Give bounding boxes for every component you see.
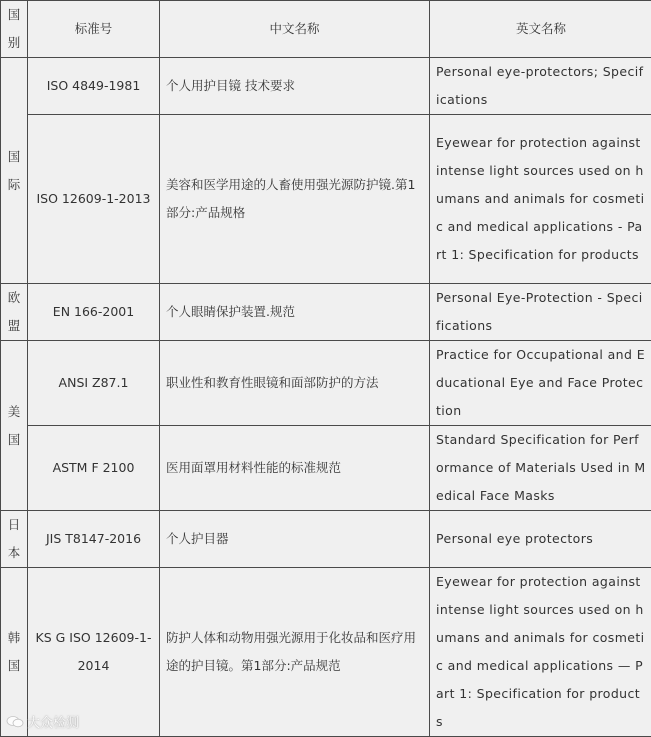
standard-number-cell: KS G ISO 12609-1-2014 xyxy=(28,568,160,737)
table-row xyxy=(1,284,651,341)
chinese-name-cell: 个人眼睛保护装置.规范 xyxy=(160,284,430,341)
header-standard-number: 标准号 xyxy=(28,1,160,58)
table-row xyxy=(1,568,651,737)
table-row xyxy=(1,511,651,568)
chinese-name-cell: 个人用护目镜 技术要求 xyxy=(160,58,430,115)
country-cell-jp: 日本 xyxy=(1,511,28,568)
standard-number-cell: ASTM F 2100 xyxy=(28,426,160,511)
header-country: 国别 xyxy=(1,1,28,58)
english-name-cell: Personal Eye-Protection - Specifications xyxy=(430,284,651,341)
table-header-row xyxy=(1,1,651,58)
table-row xyxy=(1,115,651,284)
country-cell-intl: 国际 xyxy=(1,58,28,284)
table-row xyxy=(1,341,651,426)
english-name-cell: Eyewear for protection against intense light sources used on humans and animals for cosmetic and medical applications — Part 1: Specification for products xyxy=(430,568,651,737)
header-english-name: 英文名称 xyxy=(430,1,651,58)
country-cell-kr: 韩国 xyxy=(1,568,28,737)
chinese-name-cell: 美容和医学用途的人畜使用强光源防护镜.第1部分:产品规格 xyxy=(160,115,430,284)
watermark xyxy=(6,712,79,731)
standard-number-cell: ISO 12609-1-2013 xyxy=(28,115,160,284)
chinese-name-cell: 职业性和教育性眼镜和面部防护的方法 xyxy=(160,341,430,426)
chinese-name-cell: 医用面罩用材料性能的标准规范 xyxy=(160,426,430,511)
table-row xyxy=(1,58,651,115)
standard-number-cell: ISO 4849-1981 xyxy=(28,58,160,115)
english-name-cell: Standard Specification for Performance of Materials Used in Medical Face Masks xyxy=(430,426,651,511)
english-name-cell: Personal eye protectors xyxy=(430,511,651,568)
country-cell-us: 美国 xyxy=(1,341,28,511)
english-name-cell: Practice for Occupational and Educational Eye and Face Protection xyxy=(430,341,651,426)
chat-bubble-icon xyxy=(6,715,24,729)
chinese-name-cell: 防护人体和动物用强光源用于化妆品和医疗用途的护目镜。第1部分:产品规范 xyxy=(160,568,430,737)
standard-number-cell: JIS T8147-2016 xyxy=(28,511,160,568)
standard-number-cell: EN 166-2001 xyxy=(28,284,160,341)
table-row xyxy=(1,426,651,511)
standard-number-cell: ANSI Z87.1 xyxy=(28,341,160,426)
chinese-name-cell: 个人护目器 xyxy=(160,511,430,568)
english-name-cell: Personal eye-protectors; Specifications xyxy=(430,58,651,115)
header-chinese-name: 中文名称 xyxy=(160,1,430,58)
country-cell-eu: 欧盟 xyxy=(1,284,28,341)
english-name-cell: Eyewear for protection against intense light sources used on humans and animals for cosmetic and medical applications - Part 1: Specification for products xyxy=(430,115,651,284)
watermark-text: 大众检测 xyxy=(27,712,79,731)
